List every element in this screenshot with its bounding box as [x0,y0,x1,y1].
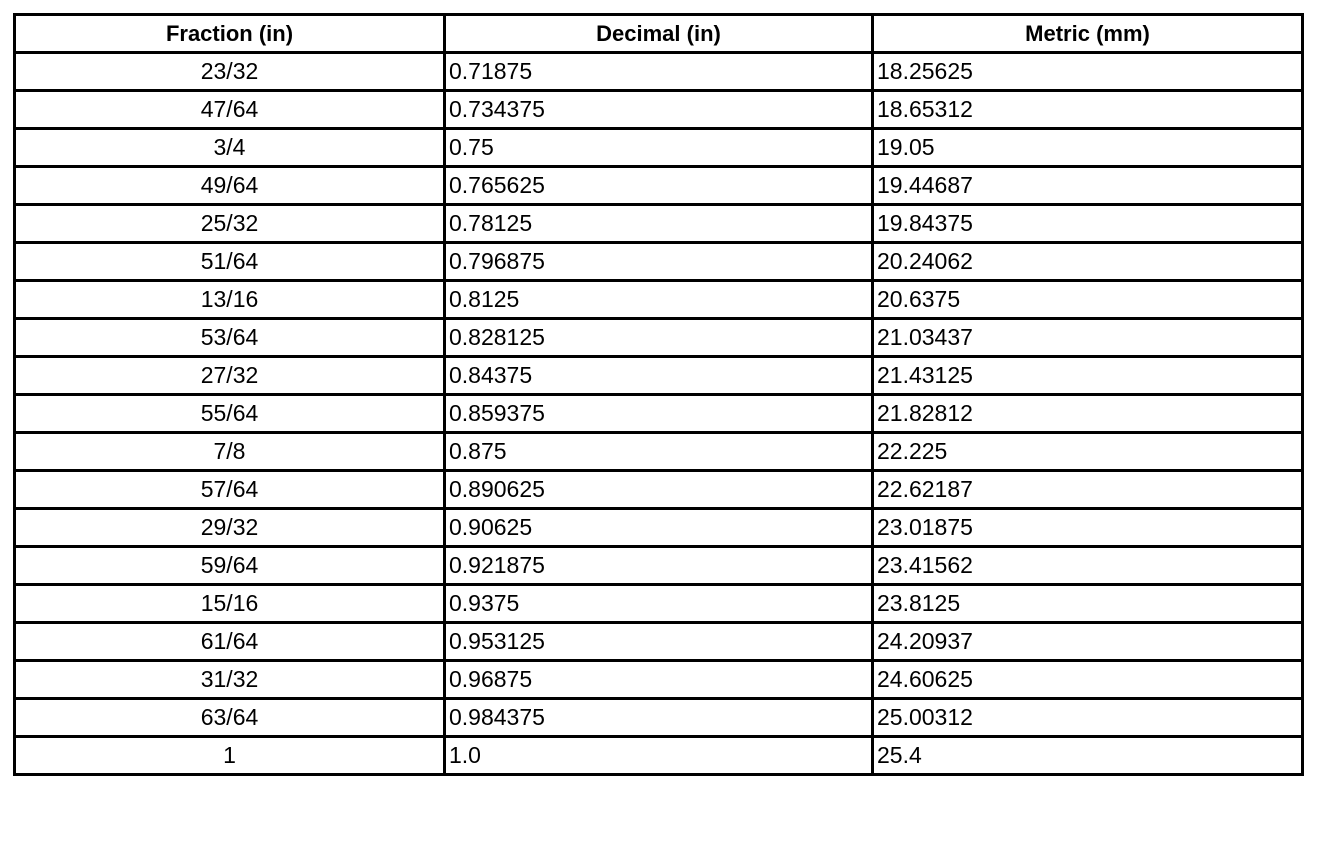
cell-fraction: 47/64 [15,91,445,129]
table-row [15,395,1303,433]
cell-fraction: 1 [15,737,445,775]
cell-fraction: 59/64 [15,547,445,585]
cell-metric: 19.44687 [873,167,1303,205]
cell-metric: 23.8125 [873,585,1303,623]
table-row [15,471,1303,509]
cell-fraction: 23/32 [15,53,445,91]
cell-metric: 18.25625 [873,53,1303,91]
cell-fraction: 51/64 [15,243,445,281]
table-row [15,623,1303,661]
cell-decimal: 0.78125 [445,205,873,243]
cell-metric: 23.01875 [873,509,1303,547]
cell-fraction: 3/4 [15,129,445,167]
cell-fraction: 7/8 [15,433,445,471]
cell-metric: 25.4 [873,737,1303,775]
cell-fraction: 27/32 [15,357,445,395]
table-body [15,53,1303,775]
table-header [15,15,1303,53]
cell-decimal: 0.75 [445,129,873,167]
cell-decimal: 0.875 [445,433,873,471]
cell-decimal: 0.984375 [445,699,873,737]
cell-decimal: 0.734375 [445,91,873,129]
cell-metric: 24.60625 [873,661,1303,699]
cell-metric: 19.84375 [873,205,1303,243]
table-row [15,243,1303,281]
header-metric: Metric (mm) [873,15,1303,53]
cell-decimal: 0.9375 [445,585,873,623]
cell-decimal: 0.90625 [445,509,873,547]
table-row [15,129,1303,167]
cell-metric: 24.20937 [873,623,1303,661]
cell-fraction: 63/64 [15,699,445,737]
table-row [15,319,1303,357]
cell-decimal: 0.84375 [445,357,873,395]
cell-metric: 25.00312 [873,699,1303,737]
cell-metric: 21.82812 [873,395,1303,433]
table-row [15,661,1303,699]
cell-decimal: 0.96875 [445,661,873,699]
cell-metric: 22.225 [873,433,1303,471]
cell-metric: 21.43125 [873,357,1303,395]
conversion-table [13,13,1304,776]
cell-metric: 20.24062 [873,243,1303,281]
cell-fraction: 31/32 [15,661,445,699]
cell-fraction: 29/32 [15,509,445,547]
table-row [15,281,1303,319]
cell-fraction: 25/32 [15,205,445,243]
cell-metric: 18.65312 [873,91,1303,129]
cell-fraction: 61/64 [15,623,445,661]
header-decimal: Decimal (in) [445,15,873,53]
table-row [15,205,1303,243]
cell-metric: 23.41562 [873,547,1303,585]
table-row [15,509,1303,547]
header-fraction: Fraction (in) [15,15,445,53]
cell-decimal: 0.921875 [445,547,873,585]
cell-decimal: 0.765625 [445,167,873,205]
cell-fraction: 57/64 [15,471,445,509]
cell-metric: 19.05 [873,129,1303,167]
cell-decimal: 0.8125 [445,281,873,319]
table-row [15,53,1303,91]
cell-decimal: 0.828125 [445,319,873,357]
cell-metric: 20.6375 [873,281,1303,319]
cell-fraction: 15/16 [15,585,445,623]
cell-fraction: 53/64 [15,319,445,357]
cell-metric: 21.03437 [873,319,1303,357]
cell-metric: 22.62187 [873,471,1303,509]
cell-decimal: 0.890625 [445,471,873,509]
table-row [15,91,1303,129]
cell-fraction: 13/16 [15,281,445,319]
cell-fraction: 49/64 [15,167,445,205]
cell-decimal: 0.859375 [445,395,873,433]
cell-fraction: 55/64 [15,395,445,433]
table-row [15,357,1303,395]
table-row [15,547,1303,585]
header-row [15,15,1303,53]
cell-decimal: 1.0 [445,737,873,775]
cell-decimal: 0.796875 [445,243,873,281]
table-row [15,167,1303,205]
cell-decimal: 0.71875 [445,53,873,91]
table-row [15,737,1303,775]
cell-decimal: 0.953125 [445,623,873,661]
table-row [15,585,1303,623]
table-row [15,433,1303,471]
table-row [15,699,1303,737]
